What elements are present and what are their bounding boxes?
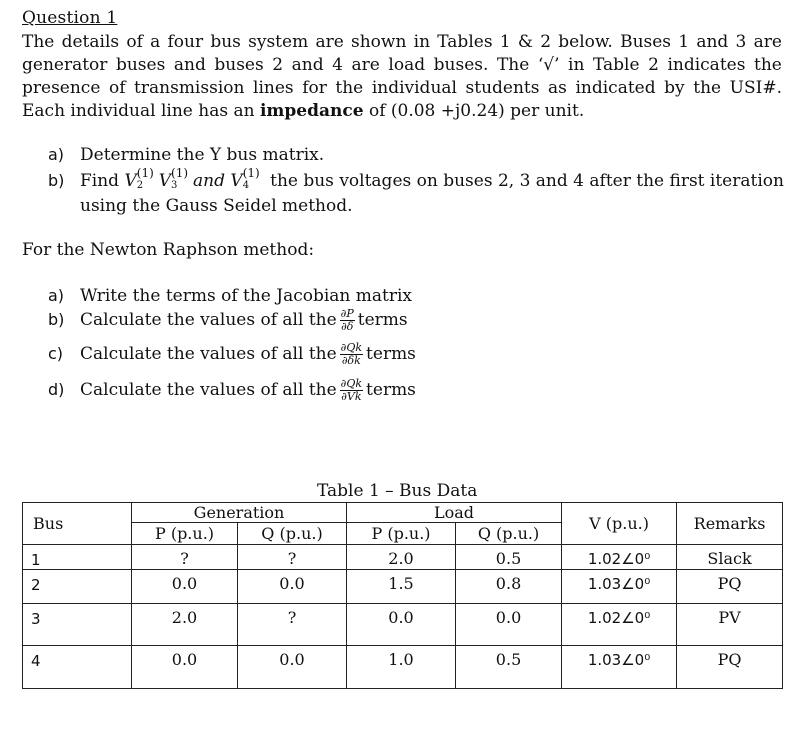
intro-paragraph xyxy=(22,31,782,123)
intro-word: The xyxy=(22,32,55,52)
superscript: (1) xyxy=(136,166,154,180)
intro-word: ‘√’ xyxy=(537,55,560,75)
cell-gen-q: 0.0 xyxy=(238,570,347,604)
header-load: Load xyxy=(347,503,562,523)
question-heading: Question 1 xyxy=(22,8,118,28)
cell-load-p: 1.0 xyxy=(347,646,456,689)
table-row xyxy=(23,604,783,646)
dp-ddelta-fraction xyxy=(340,308,355,333)
cell-voltage: 1.03∠0⁰ xyxy=(562,646,677,689)
v2-indices xyxy=(136,166,159,191)
subscript: 2 xyxy=(136,180,144,191)
item-label: b) xyxy=(48,310,65,329)
cell-bus: 3 xyxy=(23,604,132,646)
intro-line-2 xyxy=(22,54,782,77)
v-letter: V xyxy=(158,171,172,191)
header-row-1 xyxy=(23,503,783,523)
intro-word: & xyxy=(517,32,533,52)
header-bus: Bus xyxy=(23,503,132,545)
intro-word: 2 xyxy=(540,32,552,52)
intro-line-1 xyxy=(22,31,782,54)
part1-item-b-continued: using the Gauss Seidel method. xyxy=(80,196,353,216)
v-letter: V xyxy=(230,171,243,191)
cell-remarks: PQ xyxy=(677,646,783,689)
intro-word: students xyxy=(465,78,540,98)
intro-word: shown xyxy=(351,32,407,52)
cell-remarks: Slack xyxy=(677,545,783,570)
cell-load-p: 1.5 xyxy=(347,570,456,604)
intro-word: details xyxy=(61,32,120,52)
v-letter: V xyxy=(124,171,137,191)
intro-word: indicates xyxy=(667,55,746,75)
header-voltage: V (p.u.) xyxy=(562,503,677,545)
intro-word: for xyxy=(302,78,327,98)
intro-word: Tables xyxy=(437,32,493,52)
intro-word: and xyxy=(173,55,206,75)
intro-word: Buses xyxy=(620,32,672,52)
item-text: Calculate the values of all the xyxy=(80,380,337,400)
v3-symbol xyxy=(158,166,193,191)
table-row xyxy=(23,545,783,570)
header-load-q: Q (p.u.) xyxy=(456,523,562,545)
header-load-p: P (p.u.) xyxy=(347,523,456,545)
item-label: c) xyxy=(48,344,64,363)
v2-symbol xyxy=(124,166,158,191)
intro-word: are xyxy=(753,32,782,52)
fraction-numerator: ∂Qk xyxy=(340,341,363,354)
cell-bus: 4 xyxy=(23,646,132,689)
intro-word: of xyxy=(108,78,126,98)
intro-word: are xyxy=(315,32,344,52)
fraction-denominator: ∂δ xyxy=(341,320,354,333)
item-label: a) xyxy=(48,286,65,305)
fraction-numerator: ∂Qk xyxy=(340,377,363,390)
intro-word: 2 xyxy=(648,55,659,75)
intro-word: system xyxy=(248,32,309,52)
cell-load-q: 0.0 xyxy=(456,604,562,646)
intro-line-4-suffix: of (0.08 +j0.24) per unit. xyxy=(368,101,585,121)
cell-load-q: 0.5 xyxy=(456,646,562,689)
intro-line-4 xyxy=(22,100,782,123)
cell-voltage: 1.03∠0⁰ xyxy=(562,570,677,604)
intro-word: buses xyxy=(214,55,264,75)
header-gen-p: P (p.u.) xyxy=(132,523,238,545)
cell-remarks: PV xyxy=(677,604,783,646)
intro-line-3-words xyxy=(22,77,782,100)
intro-word: 2 xyxy=(272,55,284,75)
superscript: (1) xyxy=(242,166,260,180)
cell-bus: 2 xyxy=(23,570,132,604)
cell-load-q: 0.5 xyxy=(456,545,562,570)
intro-word: are xyxy=(351,55,380,75)
table-row xyxy=(23,570,783,604)
newton-item-c xyxy=(48,342,416,367)
header-gen-q: Q (p.u.) xyxy=(238,523,347,545)
cell-bus: 1 xyxy=(23,545,132,570)
intro-word: the xyxy=(335,78,364,98)
intro-word: buses xyxy=(115,55,166,75)
item-label: d) xyxy=(48,380,65,399)
intro-word: individual xyxy=(371,78,457,98)
cell-gen-q: 0.0 xyxy=(238,646,347,689)
intro-word: USI#. xyxy=(729,78,782,98)
cell-voltage: 1.02∠0⁰ xyxy=(562,545,677,570)
cell-gen-p: 0.0 xyxy=(132,646,238,689)
subscript: 3 xyxy=(171,180,178,191)
intro-word: bus xyxy=(210,32,241,52)
part1-item-a xyxy=(48,145,324,165)
intro-word: generator xyxy=(22,55,108,75)
intro-line-3 xyxy=(22,77,782,100)
intro-word: the xyxy=(693,78,722,98)
fraction-denominator: ∂δk xyxy=(341,354,361,367)
cell-gen-q: ? xyxy=(238,604,347,646)
cell-load-p: 2.0 xyxy=(347,545,456,570)
fraction-denominator: ∂Vk xyxy=(341,390,362,403)
newton-item-b xyxy=(48,308,408,333)
part1-item-b xyxy=(48,166,784,191)
item-text: Write the terms of the Jacobian matrix xyxy=(80,286,413,306)
table-caption: Table 1 – Bus Data xyxy=(317,481,478,501)
intro-word: indicated xyxy=(575,78,656,98)
fraction-numerator: ∂P xyxy=(340,307,354,320)
item-end: terms xyxy=(366,344,416,364)
bus-data-table xyxy=(22,502,783,689)
superscript: (1) xyxy=(171,166,189,180)
intro-line-4-prefix: Each individual line has an xyxy=(22,101,255,121)
header-remarks: Remarks xyxy=(677,503,783,545)
find-word: Find xyxy=(80,171,120,191)
item-text: Determine the Y bus matrix. xyxy=(80,145,325,165)
subscript: 4 xyxy=(242,180,250,191)
intro-word: as xyxy=(548,78,567,98)
intro-word: below. xyxy=(558,32,613,52)
intro-word: transmission xyxy=(134,78,245,98)
v4-indices xyxy=(242,166,265,191)
intro-word: and xyxy=(696,32,729,52)
item-b-text: the bus voltages on buses 2, 3 and 4 after the first iteration xyxy=(270,171,784,191)
cell-remarks: PQ xyxy=(677,570,783,604)
intro-word: The xyxy=(496,55,530,75)
intro-word: 1 xyxy=(678,32,690,52)
intro-word: and xyxy=(291,55,324,75)
cell-voltage: 1.02∠0⁰ xyxy=(562,604,677,646)
dq-ddelta-fraction xyxy=(340,342,363,367)
table-row xyxy=(23,646,783,689)
intro-word: by xyxy=(664,78,685,98)
intro-word: presence xyxy=(22,78,101,98)
newton-item-d xyxy=(48,378,416,403)
item-label: b) xyxy=(48,171,65,190)
intro-word: 4 xyxy=(332,55,343,75)
cell-gen-p: ? xyxy=(132,545,238,570)
item-end: terms xyxy=(366,380,416,400)
cell-gen-q: ? xyxy=(238,545,347,570)
intro-line-1-words xyxy=(22,31,782,54)
cell-load-q: 0.8 xyxy=(456,570,562,604)
intro-line-2-words xyxy=(22,54,782,77)
newton-raphson-title: For the Newton Raphson method: xyxy=(22,240,315,260)
intro-word: in xyxy=(413,32,431,52)
impedance-bold: impedance xyxy=(259,101,364,121)
intro-word: lines xyxy=(253,78,294,98)
intro-word: the xyxy=(753,55,782,75)
newton-item-a xyxy=(48,286,412,306)
intro-word: Table xyxy=(592,55,640,75)
v3-indices xyxy=(171,166,193,191)
cell-gen-p: 0.0 xyxy=(132,570,238,604)
intro-word: four xyxy=(167,32,204,52)
intro-word: 3 xyxy=(735,32,747,52)
intro-word: in xyxy=(568,55,585,75)
intro-word: of xyxy=(126,32,143,52)
item-end: terms xyxy=(357,310,408,330)
v4-symbol xyxy=(230,166,264,191)
intro-word: 1 xyxy=(499,32,511,52)
item-text: Calculate the values of all the xyxy=(80,344,337,364)
header-generation: Generation xyxy=(132,503,347,523)
intro-word: buses. xyxy=(433,55,489,75)
item-label: a) xyxy=(48,145,65,164)
item-text: Calculate the values of all the xyxy=(80,310,337,330)
cell-gen-p: 2.0 xyxy=(132,604,238,646)
and-word: and xyxy=(193,171,226,191)
intro-word: load xyxy=(388,55,426,75)
cell-load-p: 0.0 xyxy=(347,604,456,646)
intro-word: a xyxy=(150,32,161,52)
dq-dv-fraction xyxy=(340,378,363,403)
